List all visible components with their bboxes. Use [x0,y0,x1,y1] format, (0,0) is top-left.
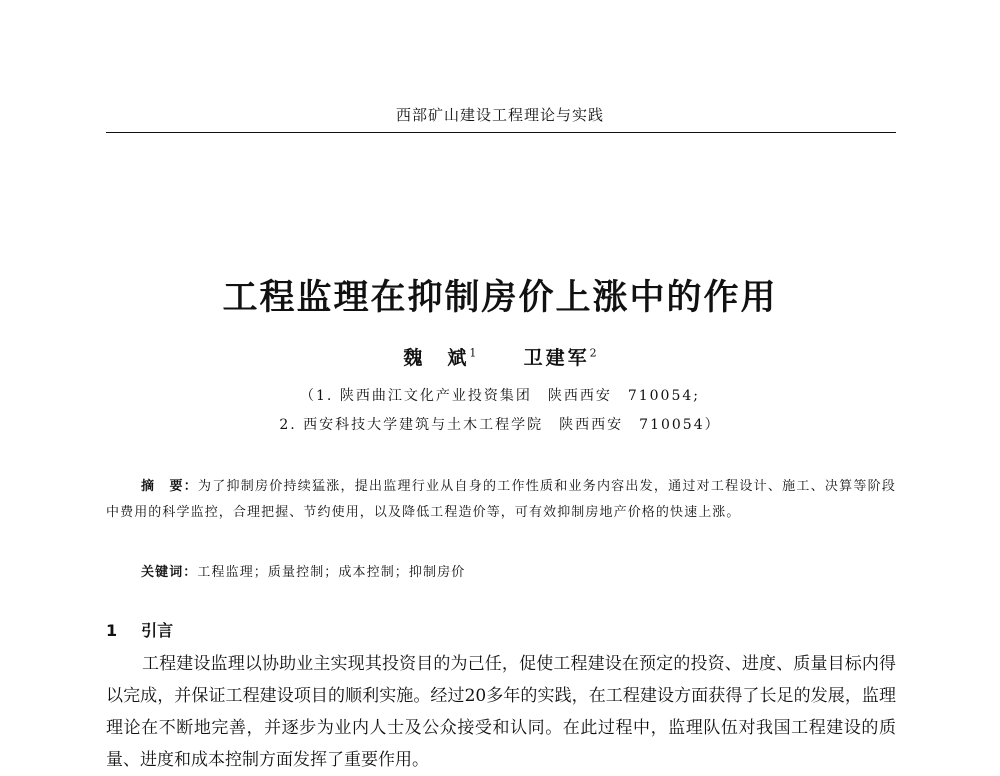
section-number: 1 [106,621,118,640]
running-head: 西部矿山建设工程理论与实践 [395,106,604,124]
author-name: 卫建军 [523,347,590,369]
keywords [141,561,901,580]
abstract-text: 为了抑制房价持续猛涨，提出监理行业从自身的工作性质和业务内容出发，通过对工程设计、施工、决算等阶段中费用的科学监控，合理把握、节约使用，以及降低工程造价等，可有效抑制房地产价格的快速上涨。 [106,479,896,520]
affiliation-line: 2. 西安科技大学建筑与土木工程学院 陕西西安 710054） [279,417,721,433]
author-affil-mark: 2 [589,346,597,360]
author-name: 魏 斌 [403,347,470,369]
body-paragraph: 工程建设监理以协助业主实现其投资目的为己任，促使工程建设在预定的投资、进度、质量目标内得以完成，并保证工程建设项目的顺利实施。经过20多年的实践，在工程建设方面获得了长足的发展，监理理论在不断地完善，并逐步为业内人士及公众接受和认同。在此过程中，监理队伍对我国工程建设的质量、进度和成本控制方面发挥了重要作用。 [106,654,896,770]
section-title: 引言 [141,621,174,640]
author-affil-mark: 1 [469,346,477,360]
affiliation-line: （1. 陕西曲江文化产业投资集团 陕西西安 710054; [300,388,700,404]
abstract-label: 摘 要： [141,479,198,494]
section-heading [106,618,173,641]
keywords-label: 关键词： [141,565,198,580]
header-rule [106,132,896,133]
abstract [106,474,896,526]
author-line [0,343,1000,370]
keywords-text: 工程监理；质量控制；成本控制；抑制房价 [197,565,466,580]
paper-title: 工程监理在抑制房价上涨中的作用 [222,278,778,318]
